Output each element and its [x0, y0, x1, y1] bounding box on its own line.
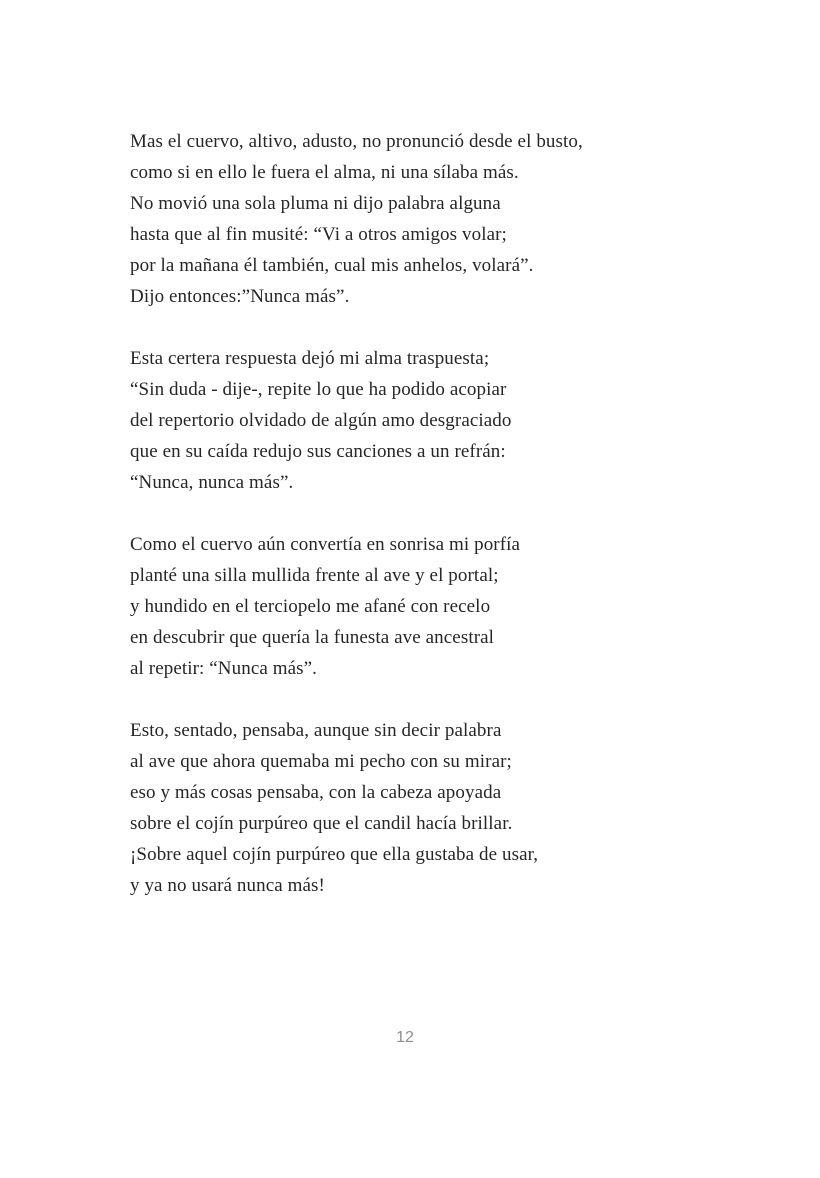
poem-line: por la mañana él también, cual mis anhelos, volará”.: [130, 255, 534, 276]
poem-line: Esto, sentado, pensaba, aunque sin decir palabra: [130, 720, 502, 741]
poem-stanza-1: [130, 126, 710, 312]
poem-line: hasta que al fin musité: “Vi a otros amigos volar;: [130, 224, 507, 245]
poem-line: Mas el cuervo, altivo, adusto, no pronunció desde el busto,: [130, 131, 583, 152]
poem-text-block: [130, 126, 710, 932]
poem-line: como si en ello le fuera el alma, ni una sílaba más.: [130, 162, 519, 183]
poem-line: al ave que ahora quemaba mi pecho con su mirar;: [130, 751, 512, 772]
poem-line: al repetir: “Nunca más”.: [130, 658, 318, 679]
poem-line: ¡Sobre aquel cojín purpúreo que ella gustaba de usar,: [130, 844, 539, 865]
poem-line: planté una silla mullida frente al ave y el portal;: [130, 565, 499, 586]
poem-stanza-4: [130, 715, 710, 901]
poem-line: en descubrir que quería la funesta ave ancestral: [130, 627, 495, 648]
poem-line: y ya no usará nunca más!: [130, 875, 325, 896]
poem-stanza-2: [130, 343, 710, 498]
poem-line: y hundido en el terciopelo me afané con recelo: [130, 596, 491, 617]
poem-line: Esta certera respuesta dejó mi alma traspuesta;: [130, 348, 490, 369]
poem-line: “Sin duda - dije-, repite lo que ha podido acopiar: [130, 379, 507, 400]
page-number: 12: [396, 1029, 414, 1046]
poem-line: No movió una sola pluma ni dijo palabra alguna: [130, 193, 501, 214]
poem-line: que en su caída redujo sus canciones a un refrán:: [130, 441, 506, 462]
poem-line: del repertorio olvidado de algún amo desgraciado: [130, 410, 512, 431]
poem-line: “Nunca, nunca más”.: [130, 472, 294, 493]
poem-line: Dijo entonces:”Nunca más”.: [130, 286, 350, 307]
poem-line: sobre el cojín purpúreo que el candil hacía brillar.: [130, 813, 513, 834]
poem-line: eso y más cosas pensaba, con la cabeza apoyada: [130, 782, 502, 803]
poem-stanza-3: [130, 529, 710, 684]
poem-line: Como el cuervo aún convertía en sonrisa mi porfía: [130, 534, 521, 555]
